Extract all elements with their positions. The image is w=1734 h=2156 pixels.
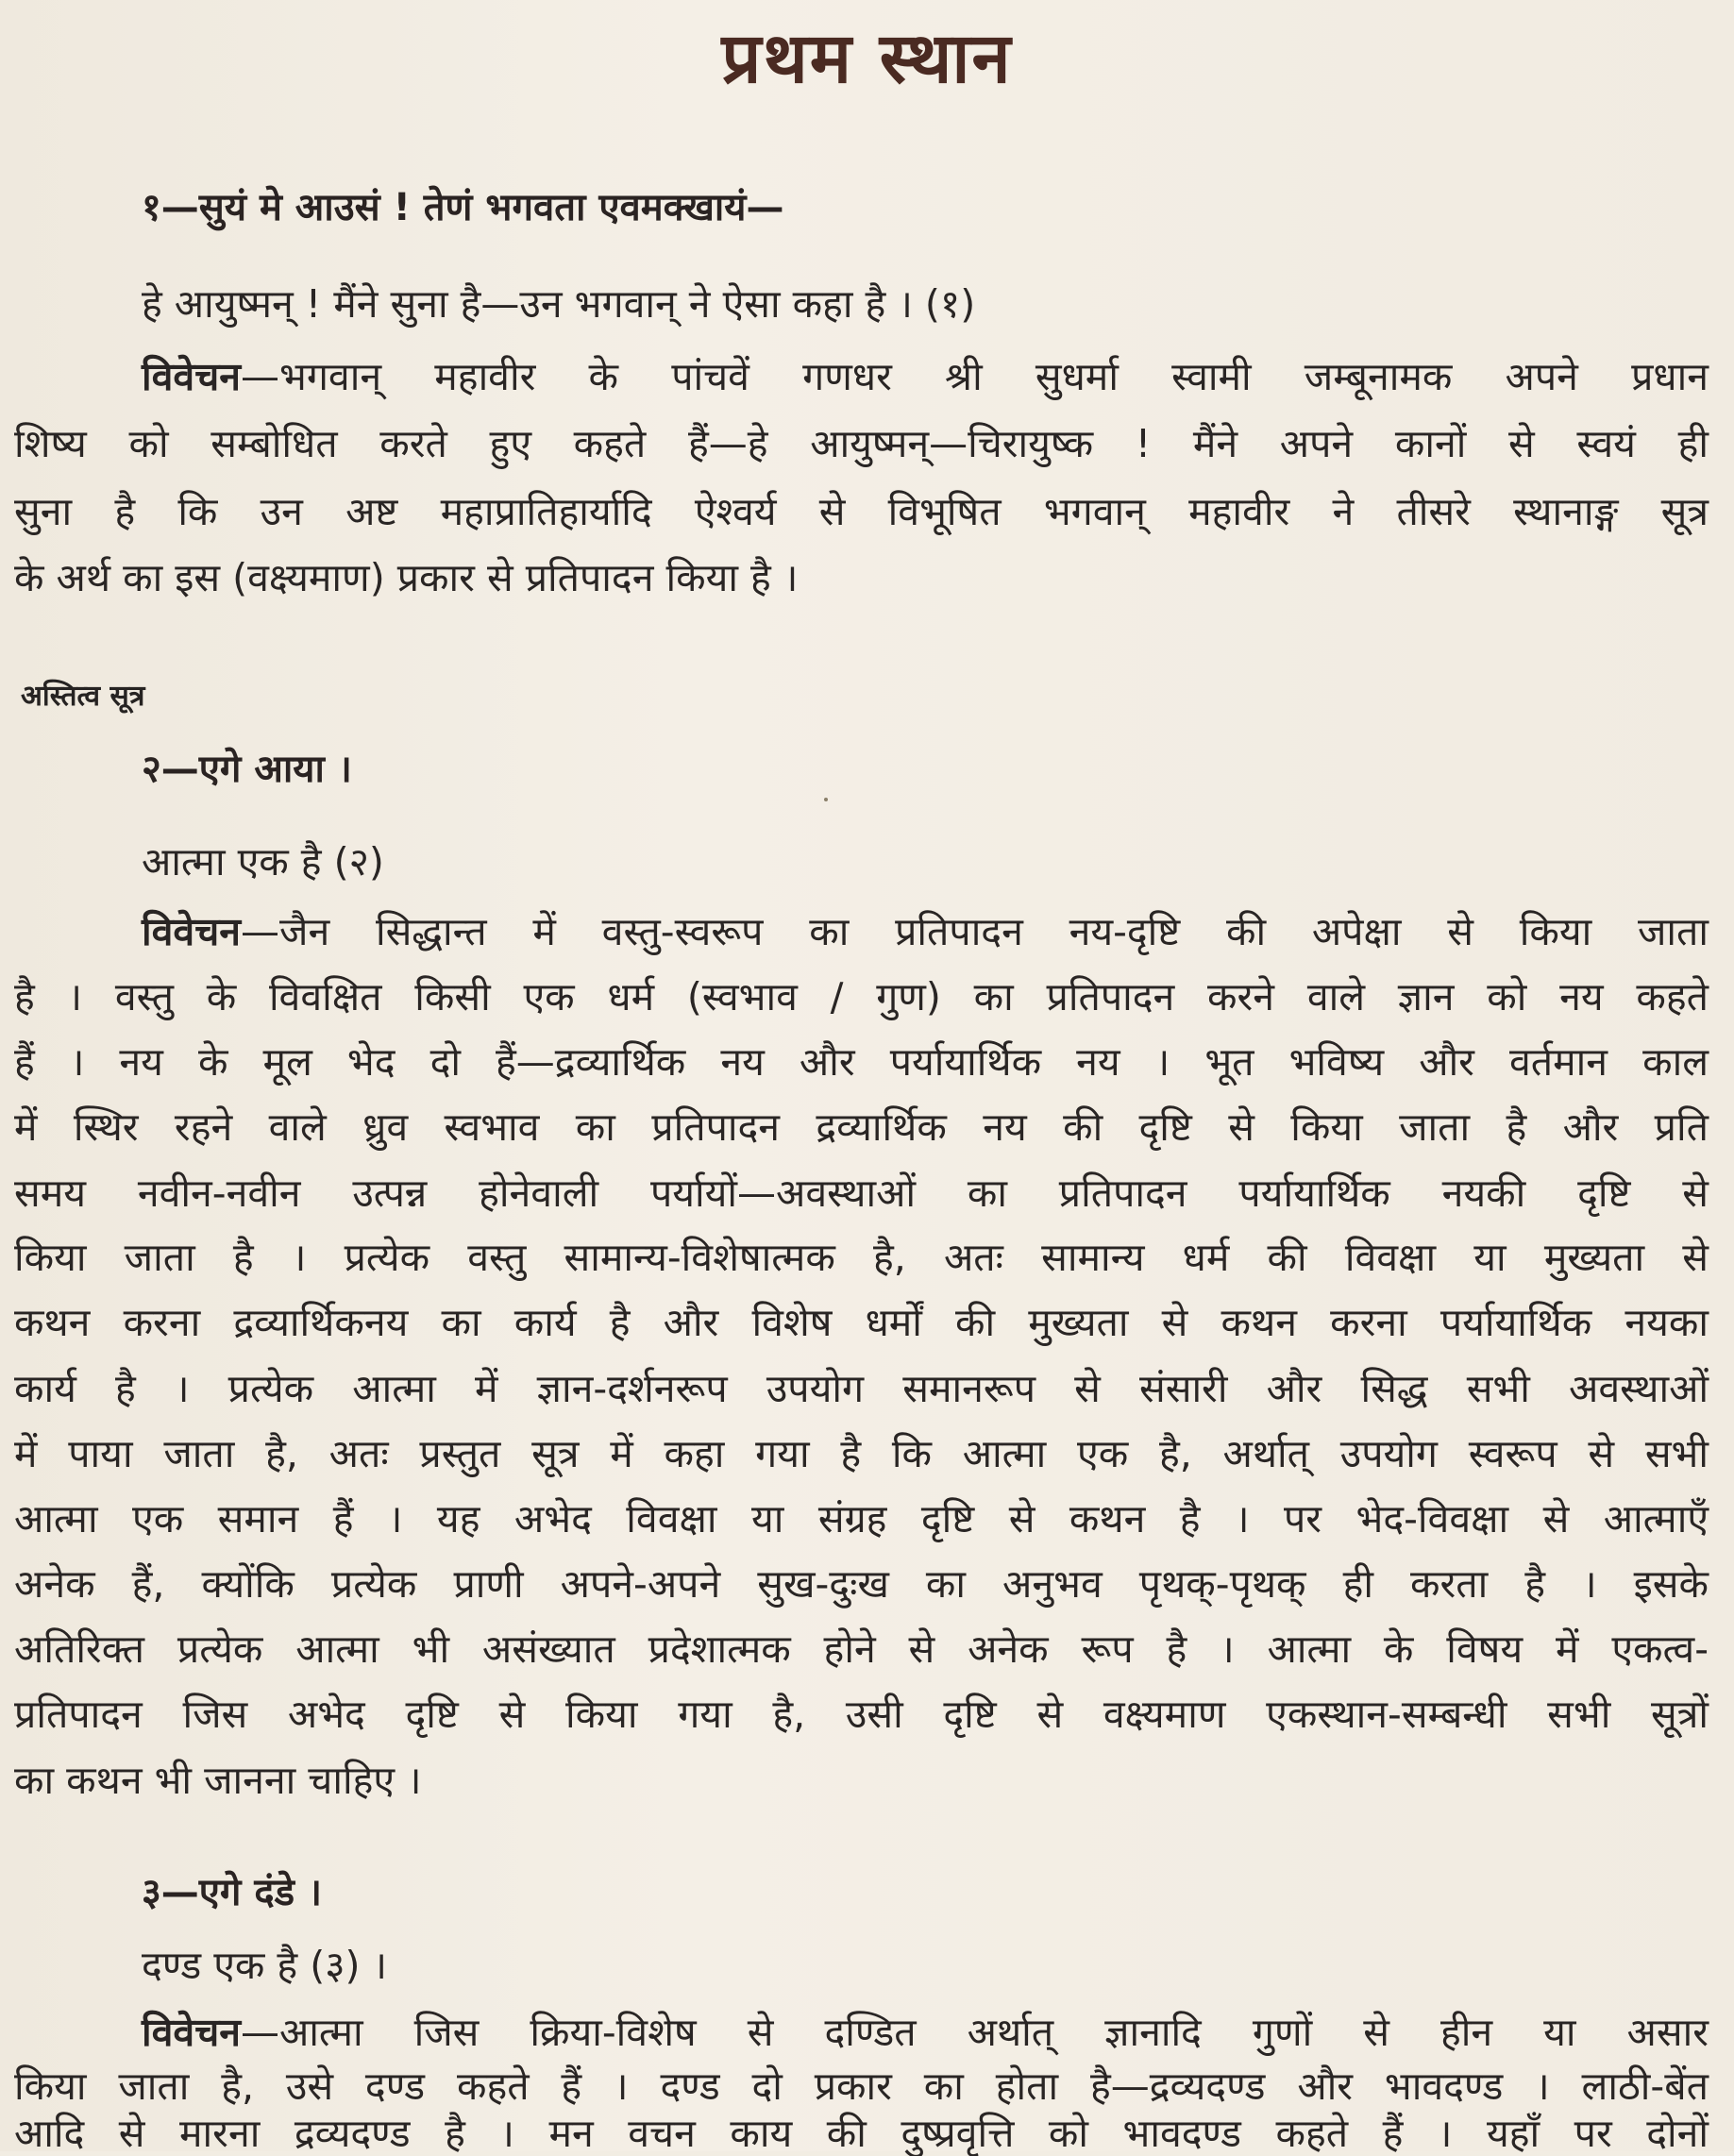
sutra-3-translation: दण्ड एक है (३) । (142, 1943, 388, 1988)
sutra-1-translation: हे आयुष्मन् ! मैंने सुना है—उन भगवान् ने ऐसा कहा है । (१) (142, 281, 976, 327)
page-title: प्रथम स्थान (721, 18, 1013, 99)
sutra-2-vivechan-line-8: कार्य है । प्रत्येक आत्मा में ज्ञान-दर्शनरूप उपयोग समानरूप से संसारी और सिद्ध सभी अवस्थाओं (14, 1366, 1709, 1411)
vivechan-label: विवेचन (142, 2010, 242, 2055)
sutra-2-vivechan-line-14: का कथन भी जानना चाहिए । (14, 1758, 422, 1803)
sutra-3-vivechan-line-2: किया जाता है, उसे दण्ड कहते हैं । दण्ड दो प्रकार का होता है—द्रव्यदण्ड और भावदण्ड । लाठी-बेंत (14, 2063, 1709, 2109)
sutra-2-vivechan-line-11: अनेक हैं, क्योंकि प्रत्येक प्राणी अपने-अपने सुख-दुःख का अनुभव पृथक्-पृथक् ही करता है । इसके (14, 1561, 1709, 1607)
sutra-2-vivechan-line-2: है । वस्तु के विवक्षित किसी एक धर्म (स्वभाव / गुण) का प्रतिपादन करने वाले ज्ञान को नय कहते (14, 974, 1709, 1019)
sutra-2-vivechan-line-1: विवेचन—जैन सिद्धान्त में वस्तु-स्वरूप का प्रतिपादन नय-दृष्टि की अपेक्षा से किया जाता (142, 909, 1709, 954)
sutra-2-vivechan-line-13: प्रतिपादन जिस अभेद दृष्टि से किया गया है, उसी दृष्टि से वक्ष्यमाण एकस्थान-सम्बन्धी सभी सूत्रों (14, 1692, 1709, 1737)
sutra-2-vivechan-line-5: समय नवीन-नवीन उत्पन्न होनेवाली पर्यायों—अवस्थाओं का प्रतिपादन पर्यायार्थिक नयकी दृष्टि से (14, 1171, 1709, 1216)
section-label: अस्तित्व सूत्र (21, 680, 145, 713)
sutra-1-vivechan-line-3: सुना है कि उन अष्ट महाप्रातिहार्यादि ऐश्वर्य से विभूषित भगवान् महावीर ने तीसरे स्थानाङ्ग सूत्र (14, 489, 1709, 534)
sutra-2-vivechan-line-7: कथन करना द्रव्यार्थिकनय का कार्य है और विशेष धर्मों की मुख्यता से कथन करना पर्यायार्थिक नयका (14, 1300, 1709, 1345)
sutra-3-vivechan-line-3: आदि से मारना द्रव्यदण्ड है । मन वचन काय की दुष्प्रवृत्ति को भावदण्ड कहते हैं । यहाँ पर दोनों (14, 2111, 1709, 2156)
sutra-1-heading: १—सुयं मे आउसं ! तेणं भगवता एवमक्खायं— (142, 186, 784, 229)
sutra-1-vivechan-line-2: शिष्य को सम्बोधित करते हुए कहते हैं—हे आयुष्मन्—चिरायुष्क ! मैंने अपने कानों से स्वयं ही (14, 421, 1709, 466)
sutra-2-translation: आत्मा एक है (२) (142, 839, 384, 884)
sutra-2-vivechan-line-3: हैं । नय के मूल भेद दो हैं—द्रव्यार्थिक नय और पर्यायार्थिक नय । भूत भविष्य और वर्तमान काल (14, 1039, 1709, 1085)
vivechan-label: विवेचन (142, 909, 242, 954)
vivechan-label: विवेचन (142, 354, 242, 399)
sutra-2-vivechan-line-4: में स्थिर रहने वाले ध्रुव स्वभाव का प्रतिपादन द्रव्यार्थिक नय की दृष्टि से किया जाता है और प्रति (14, 1104, 1709, 1150)
sutra-2-heading: २—एगे आया । (142, 748, 352, 791)
sutra-3-vivechan-line-1: विवेचन—आत्मा जिस क्रिया-विशेष से दण्डित अर्थात् ज्ञानादि गुणों से हीन या असार (142, 2010, 1709, 2055)
sutra-2-vivechan-line-10: आत्मा एक समान हैं । यह अभेद विवक्षा या संग्रह दृष्टि से कथन है । पर भेद-विवक्षा से आत्माएँ (14, 1496, 1709, 1541)
sutra-1-vivechan-line-4: के अर्थ का इस (वक्ष्यमाण) प्रकार से प्रतिपादन किया है । (14, 555, 799, 600)
sutra-2-vivechan-line-12: अतिरिक्त प्रत्येक आत्मा भी असंख्यात प्रदेशात्मक होने से अनेक रूप है । आत्मा के विषय में एकत्व- (14, 1626, 1709, 1672)
paper-speck (824, 798, 828, 801)
sutra-2-vivechan-line-6: किया जाता है । प्रत्येक वस्तु सामान्य-विशेषात्मक है, अतः सामान्य धर्म की विवक्षा या मुख्यता से (14, 1235, 1709, 1280)
sutra-2-vivechan-line-9: में पाया जाता है, अतः प्रस्तुत सूत्र में कहा गया है कि आत्मा एक है, अर्थात् उपयोग स्वरूप से सभी (14, 1431, 1709, 1476)
sutra-1-vivechan-line-1: विवेचन—भगवान् महावीर के पांचवें गणधर श्री सुधर्मा स्वामी जम्बूनामक अपने प्रधान (142, 354, 1709, 399)
sutra-3-heading: ३—एगे दंडे । (142, 1871, 323, 1914)
